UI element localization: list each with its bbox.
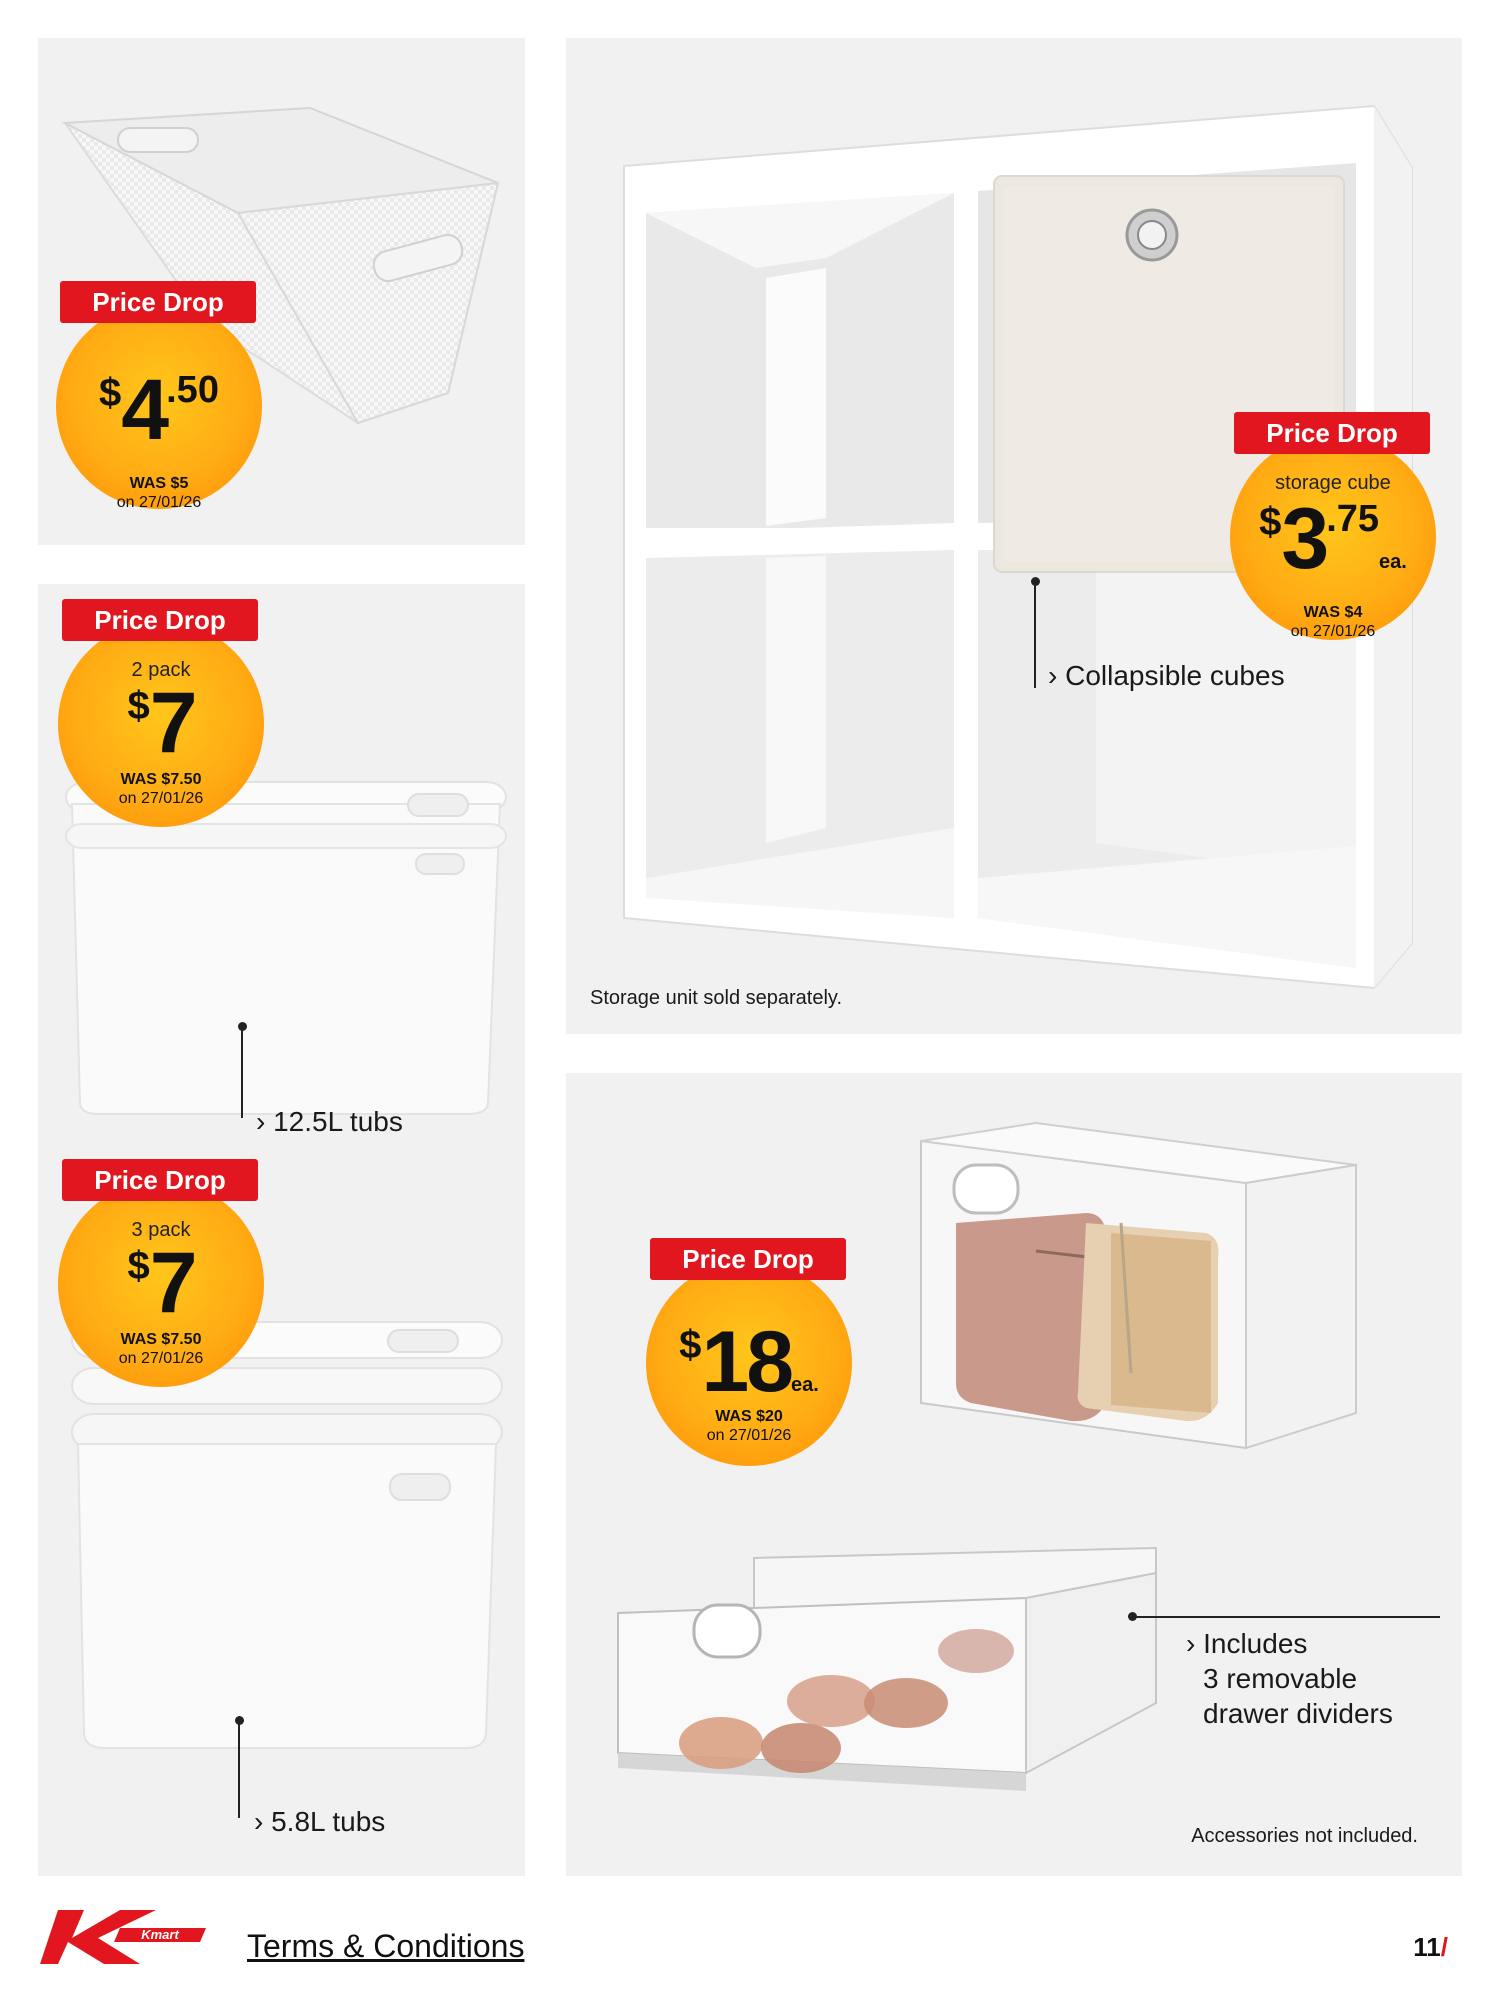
accessories-note: Accessories not included. [1191, 1825, 1418, 1847]
callout-line-1: › Includes [1186, 1628, 1308, 1659]
price-cents: .50 [166, 369, 219, 411]
was-price [646, 1407, 852, 1445]
was-price-date: on 27/01/26 [1290, 623, 1376, 640]
was-price-date: on 27/01/26 [706, 1427, 792, 1444]
price-drop-tag: Price Drop [1234, 412, 1430, 454]
price-value [646, 1313, 852, 1412]
price-currency: $ [127, 684, 150, 728]
price-currency: $ [1259, 500, 1282, 544]
pack-size: storage cube [1275, 472, 1391, 494]
was-price [58, 1330, 264, 1368]
price-value [56, 361, 262, 460]
price-drop-tag: Price Drop [60, 281, 256, 323]
price-badge [56, 281, 266, 511]
price-each: ea. [1379, 551, 1407, 573]
callout-collapsible-cubes: › Collapsible cubes [1048, 660, 1285, 691]
was-price-date: on 27/01/26 [118, 790, 204, 807]
was-price-text: WAS $5 [129, 475, 189, 492]
callout-line-3: drawer dividers [1203, 1698, 1393, 1729]
price-each: ea. [791, 1374, 819, 1396]
was-price-date: on 27/01/26 [116, 494, 202, 511]
price-badge [646, 1238, 856, 1448]
terms-and-conditions-link[interactable]: Terms & Conditions [247, 1928, 525, 1964]
price-drop-tag: Price Drop [62, 1159, 258, 1201]
price-currency: $ [679, 1323, 702, 1367]
product-panel-tubs [38, 584, 525, 1876]
price-badge [58, 1159, 268, 1369]
price-value [58, 674, 264, 773]
callout-line [1034, 581, 1036, 688]
price-currency: $ [99, 371, 122, 415]
page-number-slash: / [1440, 1932, 1448, 1962]
price-drop-tag: Price Drop [650, 1238, 846, 1280]
page-number-value: 11 [1413, 1932, 1441, 1962]
was-price [1230, 603, 1436, 641]
price-value [58, 1234, 264, 1333]
price-dollars: 7 [149, 1235, 195, 1331]
storage-unit-note: Storage unit sold separately. [590, 987, 843, 1009]
price-cents: .75 [1326, 498, 1380, 540]
price-dollars: 18 [701, 1314, 792, 1410]
price-value [1230, 490, 1436, 589]
product-panel-storage-cube [566, 38, 1462, 1034]
price-currency: $ [127, 1244, 150, 1288]
callout-5-8l-tubs: › 5.8L tubs [254, 1806, 386, 1837]
was-price [58, 770, 264, 808]
price-drop-tag: Price Drop [62, 599, 258, 641]
was-price-date: on 27/01/26 [118, 1350, 204, 1367]
was-price-text: WAS $20 [715, 1408, 783, 1425]
was-price [56, 474, 262, 512]
callout-12-5l-tubs: › 12.5L tubs [256, 1106, 403, 1137]
tubs-12-5l-image [38, 764, 525, 1124]
tubs-5-8l-image [38, 1304, 525, 1804]
was-price-text: WAS $4 [1303, 604, 1363, 621]
price-dollars: 7 [149, 675, 195, 771]
callout-line [241, 1026, 243, 1118]
kmart-logo-mark [40, 1908, 210, 1966]
callout-line [1132, 1616, 1440, 1618]
callout-line-2: 3 removable [1203, 1663, 1358, 1694]
pack-size: 3 pack [131, 1219, 191, 1241]
kmart-logo[interactable] [40, 1908, 210, 1971]
callout-drawer-dividers [1186, 1626, 1393, 1731]
price-dollars: 3 [1281, 491, 1327, 587]
page-number [1413, 1932, 1448, 1963]
product-panel-woven-basket [38, 38, 525, 545]
was-price-text: WAS $7.50 [120, 771, 202, 788]
callout-line [238, 1720, 240, 1818]
kmart-logo-wordmark: Kmart [141, 1927, 179, 1942]
price-dollars: 4 [121, 362, 167, 458]
product-panel-clear-organisers [566, 1073, 1462, 1876]
price-badge [58, 599, 268, 809]
price-badge [1230, 412, 1440, 640]
pack-size: 2 pack [131, 659, 191, 681]
was-price-text: WAS $7.50 [120, 1331, 202, 1348]
